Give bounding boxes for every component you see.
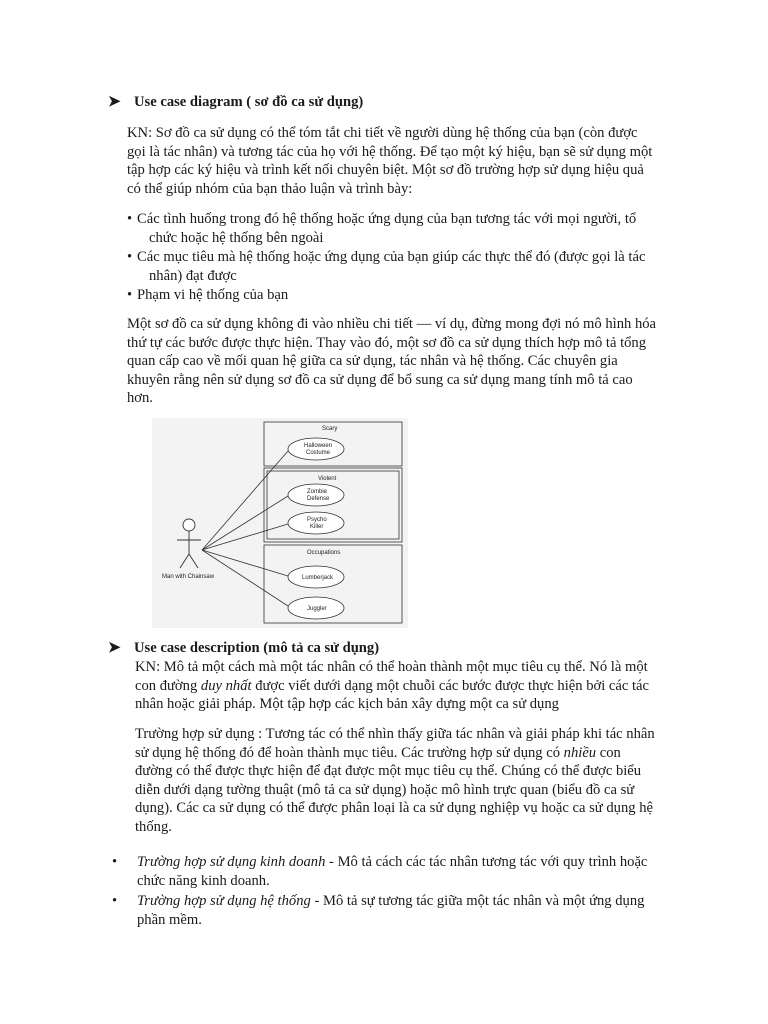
use-case-label: Psycho	[307, 517, 327, 523]
association-lines	[202, 451, 288, 606]
arrow-bullet-icon: ➤	[108, 640, 121, 656]
bullet-dot-icon: •	[127, 249, 133, 265]
use-case-label: Defense	[307, 496, 330, 502]
arrow-bullet-icon: ➤	[108, 94, 121, 110]
use-case-types-list	[112, 853, 697, 929]
bullet-dot-icon: •	[112, 893, 118, 909]
definition-paragraph: KN: Mô tả một cách mà một tác nhân có thể hoàn thành một mục tiêu cụ thể. Nó là một con đường duy nhất được viết dưới dạng một chuỗi các bước được thực hiện bởi các tác nhân hoặc giải pháp. Một tập hợp các kịch bản xây dựng một ca sử dụng	[135, 659, 650, 712]
list-item: • Các mục tiêu mà hệ thống hoặc ứng dụng của bạn giúp các thực thể đó (được gọi là tác nhân) đạt được	[127, 249, 646, 284]
purpose-bullet-list	[127, 210, 687, 306]
bullet-dot-icon: •	[127, 211, 133, 227]
list-item: • Trường hợp sử dụng kinh doanh - Mô tả cách các tác nhân tương tác với quy trình hoặc chức năng kinh doanh.	[112, 854, 648, 889]
use-case-label: Lumberjack	[302, 575, 334, 581]
use-case-zombie-defense	[288, 484, 344, 506]
use-case-halloween-costume	[288, 438, 344, 460]
use-case-label: Zombie	[307, 489, 328, 495]
group-label-occupations: Occupations	[307, 550, 341, 556]
group-label-scary: Scary	[322, 426, 338, 432]
use-case-label: Costume	[306, 450, 331, 456]
actor-label: Man with Chainsaw	[162, 574, 215, 580]
group-label-violent: Violent	[318, 476, 337, 482]
use-case-diagram-svg	[152, 418, 408, 628]
use-case-diagram	[152, 418, 408, 628]
bullet-dot-icon: •	[127, 287, 133, 303]
use-case-label: Killer	[310, 524, 324, 530]
list-item: • Phạm vi hệ thống của bạn	[127, 287, 289, 303]
intro-paragraph: KN: Sơ đồ ca sử dụng có thể tóm tắt chi tiết về người dùng hệ thống của bạn (còn được gọi là tác nhân) và tương tác của họ với hệ thống. Để tạo một ký hiệu, bạn sẽ sử dụng một tập hợp các ký hiệu và trình kết nối chuyên biệt. Một sơ đồ trường hợp sử dụng hiệu quả có thể giúp nhóm của bạn thảo luận và trình bày:	[127, 125, 653, 197]
use-case-label: Halloween	[304, 443, 333, 449]
actor-stick-figure-icon	[177, 519, 201, 568]
section-heading-use-case-diagram: ➤ Use case diagram ( sơ đồ ca sử dụng)	[108, 94, 364, 110]
use-case-label: Juggler	[307, 606, 327, 612]
list-item: • Các tình huống trong đó hệ thống hoặc ứng dụng của bạn tương tác với mọi người, tổ chức hoặc hệ thống bên ngoài	[127, 211, 637, 246]
bullet-dot-icon: •	[112, 854, 118, 870]
overview-paragraph: Một sơ đồ ca sử dụng không đi vào nhiều chi tiết — ví dụ, đừng mong đợi nó mô hình hóa thứ tự các bước được thực hiện. Thay vào đó, một sơ đồ ca sử dụng thích hợp mô tả tổng quan cấp cao về mối quan hệ giữa ca sử dụng, tác nhân và hệ thống. Các chuyên gia khuyên rằng nên sử dụng sơ đồ ca sử dụng để bổ sung ca sử dụng mang tính mô tả cao hơn.	[127, 316, 657, 406]
section-heading-use-case-description: ➤ Use case description (mô tả ca sử dụng)	[108, 640, 380, 656]
list-item: • Trường hợp sử dụng hệ thống - Mô tả sự tương tác giữa một tác nhân và một ứng dụng phần mềm.	[112, 893, 645, 928]
use-case-paragraph: Trường hợp sử dụng : Tương tác có thể nhìn thấy giữa tác nhân và giải pháp khi tác nhân sử dụng hệ thống đó để hoàn thành mục tiêu. Các trường hợp sử dụng có nhiều con đường có thể được thực hiện để đạt được một mục tiêu cụ thể. Chúng có thể được biểu diễn dưới dạng tường thuật (mô tả ca sử dụng) hoặc mô hình trực quan (biểu đồ ca sử dụng). Các ca sử dụng có thể được phân loại là ca sử dụng nghiệp vụ hoặc ca sử dụng hệ thống.	[135, 726, 655, 835]
use-case-psycho-killer	[288, 512, 344, 534]
